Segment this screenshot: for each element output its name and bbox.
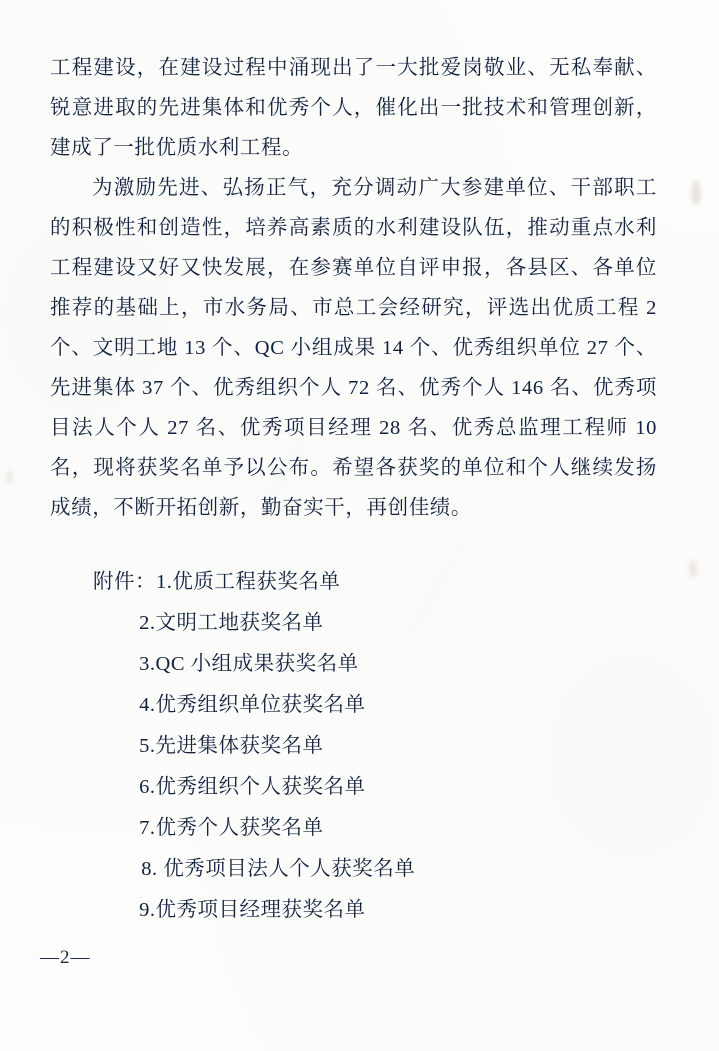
attachment-item-5: 5.先进集体获奖名单 bbox=[139, 735, 324, 757]
scan-artifact-right-top bbox=[691, 180, 701, 206]
attachment-item-2: 2.文明工地获奖名单 bbox=[139, 612, 324, 634]
attachment-item-8-row bbox=[50, 849, 657, 890]
attachment-item-9-row bbox=[50, 890, 657, 931]
attachment-list-first-line bbox=[50, 562, 657, 603]
document-body bbox=[50, 48, 657, 528]
attachment-label: 附件： bbox=[93, 571, 157, 593]
attachment-item-6-row bbox=[50, 767, 657, 808]
paragraph-continuation: 工程建设，在建设过程中涌现出了一大批爱岗敬业、无私奉献、锐意进取的先进集体和优秀个人，催化出一批技术和管理创新，建成了一批优质水利工程。 bbox=[50, 57, 657, 159]
section-spacer bbox=[50, 528, 657, 562]
attachment-item-3: 3.QC 小组成果获奖名单 bbox=[139, 653, 359, 675]
scan-artifact-right-middle bbox=[689, 560, 697, 578]
attachment-item-7: 7.优秀个人获奖名单 bbox=[139, 817, 324, 839]
paragraph-award-summary: 为激励先进、弘扬正气，充分调动广大参建单位、干部职工的积极性和创造性，培养高素质的水利建设队伍，推动重点水利工程建设又好又快发展，在参赛单位自评申报，各县区、各单位推荐的基础上，市水务局、市总工会经研究，评选出优质工程 2 个、文明工地 13 个、QC 小组成果 14 个、优秀组织单位 27 个、先进集体 37 个、优秀组织个人 72 名、优秀个人 146 名、优秀项目法人个人 27 名、优秀项目经理 28 名、优秀总监理工程师 10 名，现将获奖名单予以公布。希望各获奖的单位和个人继续发扬成绩，不断开拓创新，勤奋实干，再创佳绩。 bbox=[50, 177, 657, 519]
page-number: —2— bbox=[40, 947, 91, 968]
attachment-item-9: 9.优秀项目经理获奖名单 bbox=[139, 899, 366, 921]
attachment-item-4-row bbox=[50, 685, 657, 726]
attachment-item-6: 6.优秀组织个人获奖名单 bbox=[139, 776, 366, 798]
scan-artifact-left bbox=[6, 470, 13, 484]
attachment-item-3-row bbox=[50, 644, 657, 685]
attachment-item-4: 4.优秀组织单位获奖名单 bbox=[139, 694, 366, 716]
attachment-item-5-row bbox=[50, 726, 657, 767]
attachment-item-7-row bbox=[50, 808, 657, 849]
attachment-item-8: 8. 优秀项目法人个人获奖名单 bbox=[141, 858, 416, 880]
attachment-item-1: 1.优质工程获奖名单 bbox=[156, 571, 341, 593]
attachment-item-2-row bbox=[50, 603, 657, 644]
attachment-list bbox=[50, 562, 657, 931]
